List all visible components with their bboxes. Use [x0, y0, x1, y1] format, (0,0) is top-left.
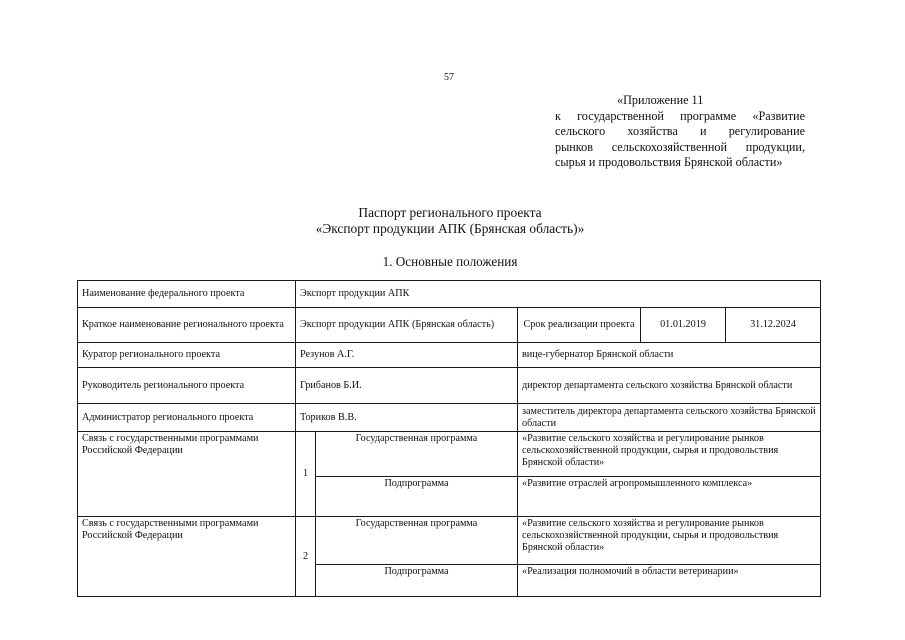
link-1-subprogram-value: «Развитие отраслей агропромышленного комплекса» [518, 477, 821, 517]
link-2-program-value: «Развитие сельского хозяйства и регулирование рынков сельскохозяйственной продукции, сырья и продовольствия Брянской области» [518, 517, 821, 565]
link-1-number: 1 [296, 432, 316, 517]
section-title: 1. Основные положения [382, 254, 518, 269]
short-name-label: Краткое наименование регионального проекта [78, 308, 296, 343]
curator-label: Куратор регионального проекта [78, 343, 296, 368]
admin-label: Администратор регионального проекта [78, 404, 296, 432]
head-position: директор департамента сельского хозяйства Брянской области [518, 368, 821, 404]
link-1-label: Связь с государственными программами Российской Федерации [78, 432, 296, 517]
table-row-admin [78, 404, 821, 432]
document-title-line-2: «Экспорт продукции АПК (Брянская область)» [315, 221, 585, 236]
short-name-value: Экспорт продукции АПК (Брянская область) [296, 308, 518, 343]
federal-project-label: Наименование федерального проекта [78, 281, 296, 308]
term-label: Срок реализации проекта [518, 308, 641, 343]
table-row-federal-project [78, 281, 821, 308]
appendix-line-4: рынков сельскохозяйственной продукции, [555, 139, 805, 154]
table-row-head [78, 368, 821, 404]
admin-position: заместитель директора департамента сельского хозяйства Брянской области [518, 404, 821, 432]
federal-project-value: Экспорт продукции АПК [296, 281, 821, 308]
link-2-number: 2 [296, 517, 316, 597]
link-2-subprogram-type: Подпрограмма [316, 565, 518, 597]
head-label: Руководитель регионального проекта [78, 368, 296, 404]
term-end: 31.12.2024 [726, 308, 821, 343]
link-1-program-type: Государственная программа [316, 432, 518, 477]
appendix-header [555, 93, 805, 171]
appendix-line-1: «Приложение 11 [617, 93, 704, 107]
passport-table [77, 280, 821, 597]
appendix-line-5: сырья и продовольствия Брянской области» [555, 155, 783, 170]
admin-name: Ториков В.В. [296, 404, 518, 432]
document-title-line-1: Паспорт регионального проекта [358, 205, 542, 220]
table-row-curator [78, 343, 821, 368]
page-number: 57 [444, 72, 454, 83]
curator-position: вице-губернатор Брянской области [518, 343, 821, 368]
appendix-line-3: сельского хозяйства и регулирование [555, 124, 805, 139]
head-name: Грибанов Б.И. [296, 368, 518, 404]
link-1-subprogram-type: Подпрограмма [316, 477, 518, 517]
link-2-label: Связь с государственными программами Российской Федерации [78, 517, 296, 597]
table-row-short-name [78, 308, 821, 343]
link-1-program-value: «Развитие сельского хозяйства и регулирование рынков сельскохозяйственной продукции, сырья и продовольствия Брянской области» [518, 432, 821, 477]
appendix-line-2: к государственной программе «Развитие [555, 108, 805, 123]
table-row-link-2-program [78, 517, 821, 565]
link-2-subprogram-value: «Реализация полномочий в области ветеринарии» [518, 565, 821, 597]
link-2-program-type: Государственная программа [316, 517, 518, 565]
document-title [250, 205, 650, 237]
term-start: 01.01.2019 [641, 308, 726, 343]
curator-name: Резунов А.Г. [296, 343, 518, 368]
table-row-link-1-program [78, 432, 821, 477]
